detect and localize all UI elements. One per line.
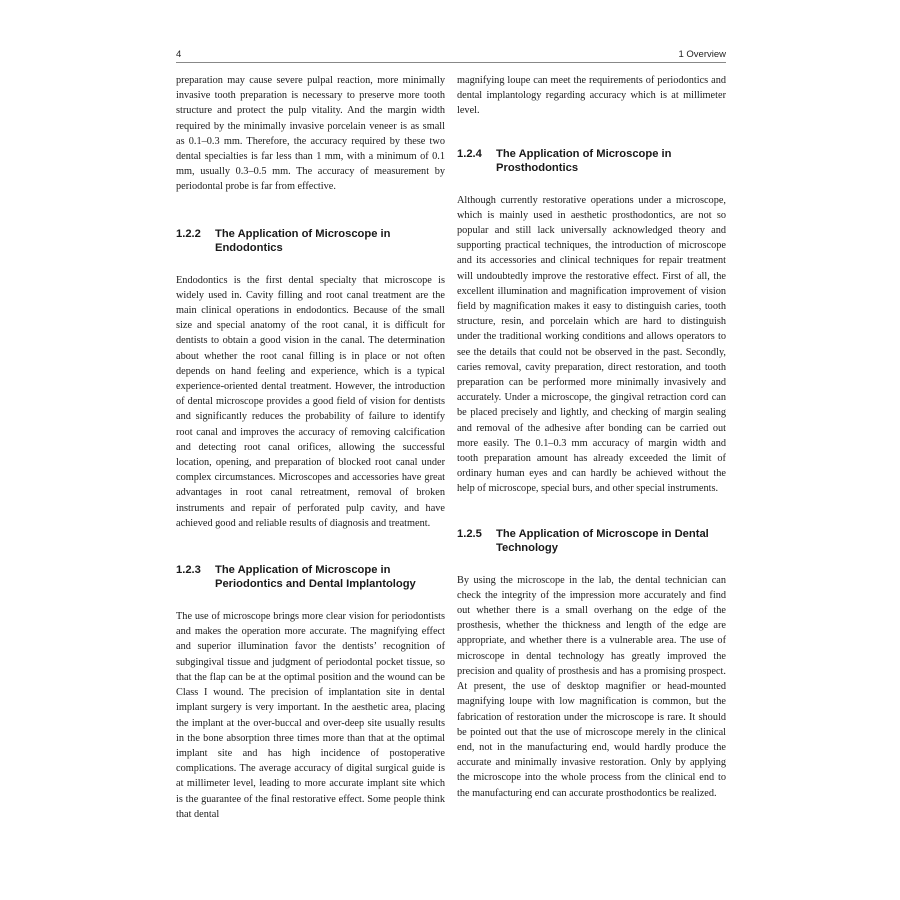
section-heading-1-2-2 (176, 227, 445, 255)
prosthodontics-paragraph: Although currently restorative operations under a microscope, which is mainly used in aesthetic prosthodontics, are not so popular and still lack universally acknowledged theory and supporting practical techniques, the introduction of microscope and its accessories and clinical techniques for repair treatment will undoubtedly improve the restorative effect. First of all, the excellent illumination and magnification improvement of vision field by magnification makes it easy to distinguish caries, tooth structure, resin, and porcelain which are hard to distinguish under the traditional working conditions and allows operators to see the details that could not be observed in the past. Secondly, caries removal, cavity preparation, direct restoration, and tooth preparation can be performed more minimally invasively and accurately. Under a microscope, the gingival retraction cord can be placed precisely and lightly, and checking of margin sealing and removal of the adhesive after bonding can be carried out more easily. The 0.1–0.3 mm accuracy of margin width and tooth preparation amount has already exceeded the limit of ordinary human eyes and can hardly be achieved without the help of microscope, special burs, and other special instruments. (457, 194, 726, 495)
section-number: 1.2.2 (176, 227, 201, 240)
section-number: 1.2.4 (457, 147, 482, 160)
endodontics-paragraph: Endodontics is the first dental specialty that microscope is widely used in. Cavity filling and root canal treatment are the main clinical operations in endodontics. Because of the small size and special anatomy of the root canal, it is difficult for dentists to obtain a good vision in the canal. The determination about whether the root canal filling is in place or not often depends on hand feeling and experience, which is a typical experience-oriented dental treatment. However, the introduction of dental microscope provides a good field of vision for dentists and significantly reduces the probability of failure to identify root canal and improves the accuracy of removing calcification and detecting root canal orifices, allowing the successful location, opening, and preparation of blocked root canal under complex circumstances. Microscopes and accessories have great advantages in root canal retreatment, removal of broken instruments and repair of perforated pulp cavity, and have achieved good and reliable results of diagnosis and treatment. (176, 274, 445, 529)
right-column (457, 73, 726, 801)
header-rule (176, 62, 726, 63)
section-title: The Application of Microscope in Prosthodontics (496, 147, 672, 174)
section-heading-1-2-4 (457, 147, 726, 175)
page-number: 4 (176, 49, 182, 60)
left-column (176, 73, 445, 822)
section-number: 1.2.3 (176, 564, 201, 577)
section-title: The Application of Microscope in Endodontics (215, 227, 391, 254)
continued-paragraph: magnifying loupe can meet the requirements of periodontics and dental implantology regarding accuracy which is at millimeter level. (457, 75, 726, 117)
running-head (176, 49, 726, 61)
intro-paragraph: preparation may cause severe pulpal reaction, more minimally invasive tooth preparation is necessary to preserve more tooth structure and protect the pulp vitality. And the margin width required by the minimally invasive porcelain veneer is as small as 0.1–0.3 mm. Therefore, the accuracy required by these two dental specialties is far less than 1 mm, with a minimum of 0.1 mm, usually 0.3–0.5 mm. The accuracy of measurement by periodontal probe is far from effective. (176, 75, 445, 193)
section-title: The Application of Microscope in Periodontics and Dental Implantology (215, 564, 416, 591)
chapter-title: 1 Overview (678, 49, 726, 60)
section-heading-1-2-3 (176, 563, 445, 591)
section-number: 1.2.5 (457, 527, 482, 540)
section-heading-1-2-5 (457, 527, 726, 555)
dental-technology-paragraph: By using the microscope in the lab, the dental technician can check the integrity of the impression more accurately and find out whether there is a small overhang on the edge of the prosthesis, whether the thickness and length of the edge are appropriate, and whether there is a vulnerable area. The use of microscope in dental technology has greatly improved the precision and quality of prosthesis and has a promising prospect. At present, the use of desktop magnifier or head-mounted magnifying loupe with low magnification is common, but the fabrication of restoration under the microscope is rare. It should be pointed out that the use of microscope merely in the clinical end, not in the manufacturing end, would hardly produce the accurate and minimally invasive restoration. Only by applying the microscope into the whole process from the clinical end to the manufacturing end can accurate prosthodontics be realized. (457, 574, 726, 799)
periodontics-paragraph: The use of microscope brings more clear vision for periodontists and makes the operation more accurate. The magnifying effect and superior illumination favor the dentists’ recognition of subgingival tissue and judgment of periodontal pocket tissue, so that the flap can be at the optimal position and the wound can be Class I wound. The precision of implantation site in dental implant surgery is very important. In the aesthetic area, placing the implant at the over-buccal and over-deep site usually results in the bone absorption three times more than that at the optimal implant site and has high incidence of postoperative complications. The average accuracy of digital surgical guide is at millimeter level, leading to more accurate implant site which is the guarantee of the final restorative effect. Some people think that dental (176, 611, 445, 820)
section-title: The Application of Microscope in Dental Technology (496, 527, 709, 554)
